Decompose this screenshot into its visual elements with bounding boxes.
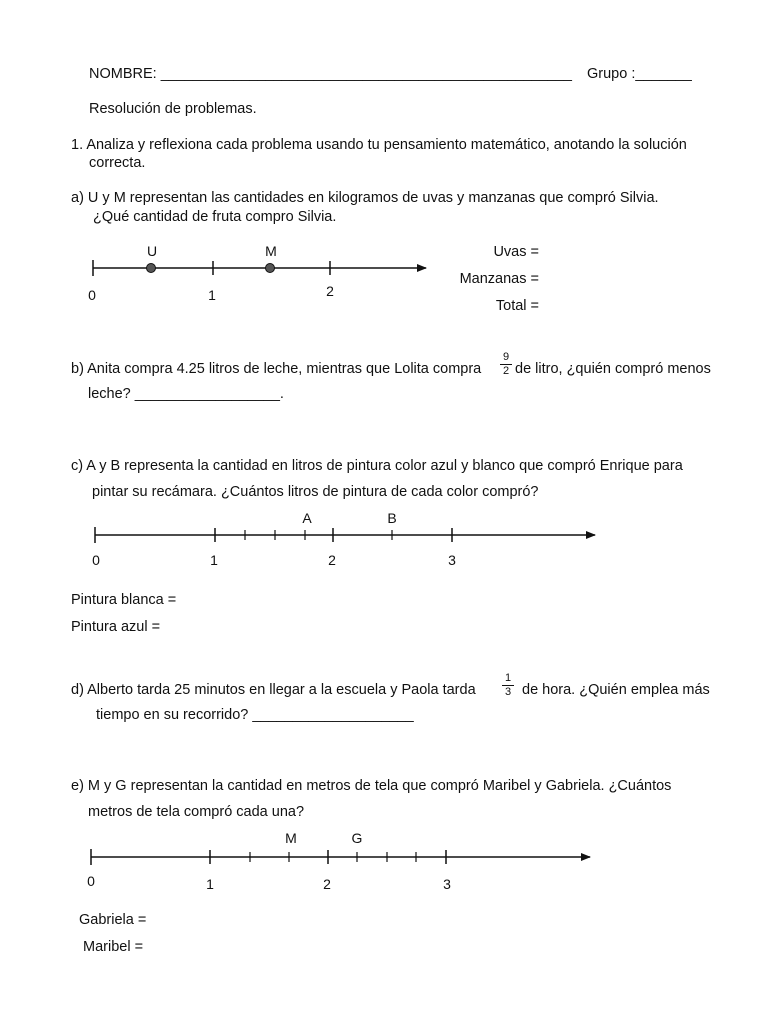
problem-e-line-2: metros de tela compró cada una? (88, 804, 305, 820)
problem-b-line-2: leche? __________________. (88, 386, 284, 402)
fraction-denominator: 3 (504, 686, 512, 698)
problem-a-line-1: a) U y M representan las cantidades en kilogramos de uvas y manzanas que compró Silvia. (71, 190, 659, 206)
section-title: Resolución de problemas. (89, 101, 257, 117)
tick-label-c-2: 2 (328, 552, 336, 568)
answer-pintura-azul: Pintura azul = (71, 619, 161, 635)
tick-label-c-0: 0 (92, 552, 100, 568)
answer-gabriela: Gabriela = (79, 912, 147, 928)
fraction-numerator: 9 (502, 351, 510, 363)
instruction-line-1: 1. Analiza y reflexiona cada problema usando tu pensamiento matemático, anotando la solución (71, 137, 687, 153)
tick-label-e-2: 2 (323, 876, 331, 892)
tick-label-a-2: 2 (326, 283, 334, 299)
point-label-u: U (146, 243, 158, 259)
problem-c-line-1: c) A y B representa la cantidad en litros de pintura color azul y blanco que compró Enrique para (71, 458, 683, 474)
problem-d-line-2: tiempo en su recorrido? ____________________ (96, 707, 414, 723)
number-line-c (92, 510, 595, 568)
instruction-line-2: correcta. (89, 155, 146, 171)
tick-label-e-1: 1 (206, 876, 214, 892)
tick-label-a-1: 1 (208, 287, 216, 303)
point-label-a: A (302, 510, 312, 526)
answer-uvas: Uvas = (493, 244, 539, 260)
point-m (266, 264, 275, 273)
point-label-m-e: M (285, 830, 297, 846)
number-line-e (87, 830, 590, 892)
problem-d-line-1-end: de hora. ¿Quién emplea más (522, 682, 710, 698)
nombre-field-label: NOMBRE: ___________________________________________________ (89, 66, 572, 82)
problem-d-line-1-start: d) Alberto tarda 25 minutos en llegar a la escuela y Paola tarda (71, 682, 476, 698)
problem-c-line-2: pintar su recámara. ¿Cuántos litros de pintura de cada color compró? (92, 484, 539, 500)
fraction-one-third (502, 673, 514, 698)
tick-label-c-3: 3 (448, 552, 456, 568)
problem-b-line-1-end: de litro, ¿quién compró menos (515, 361, 711, 377)
point-u (147, 264, 156, 273)
answer-total: Total = (495, 298, 539, 314)
tick-label-a-0: 0 (88, 287, 96, 303)
fraction-denominator: 2 (502, 365, 510, 377)
answer-pintura-blanca: Pintura blanca = (71, 592, 177, 608)
answer-manzanas: Manzanas = (459, 271, 539, 287)
answer-maribel: Maribel = (83, 939, 144, 955)
fraction-numerator: 1 (504, 672, 512, 684)
point-label-g: G (351, 830, 363, 846)
tick-label-e-0: 0 (87, 873, 95, 889)
tick-label-e-3: 3 (443, 876, 451, 892)
problem-b-line-1-start: b) Anita compra 4.25 litros de leche, mientras que Lolita compra (71, 361, 482, 377)
problem-a-line-2: ¿Qué cantidad de fruta compro Silvia. (93, 209, 337, 225)
problem-e-line-1: e) M y G representan la cantidad en metros de tela que compró Maribel y Gabriela. ¿Cuántos (71, 778, 672, 794)
fraction-nine-halves (500, 352, 512, 377)
tick-label-c-1: 1 (210, 552, 218, 568)
point-label-b: B (387, 510, 397, 526)
grupo-field-label: Grupo :_______ (587, 66, 692, 82)
number-line-a (88, 243, 426, 303)
point-label-m: M (265, 243, 277, 259)
